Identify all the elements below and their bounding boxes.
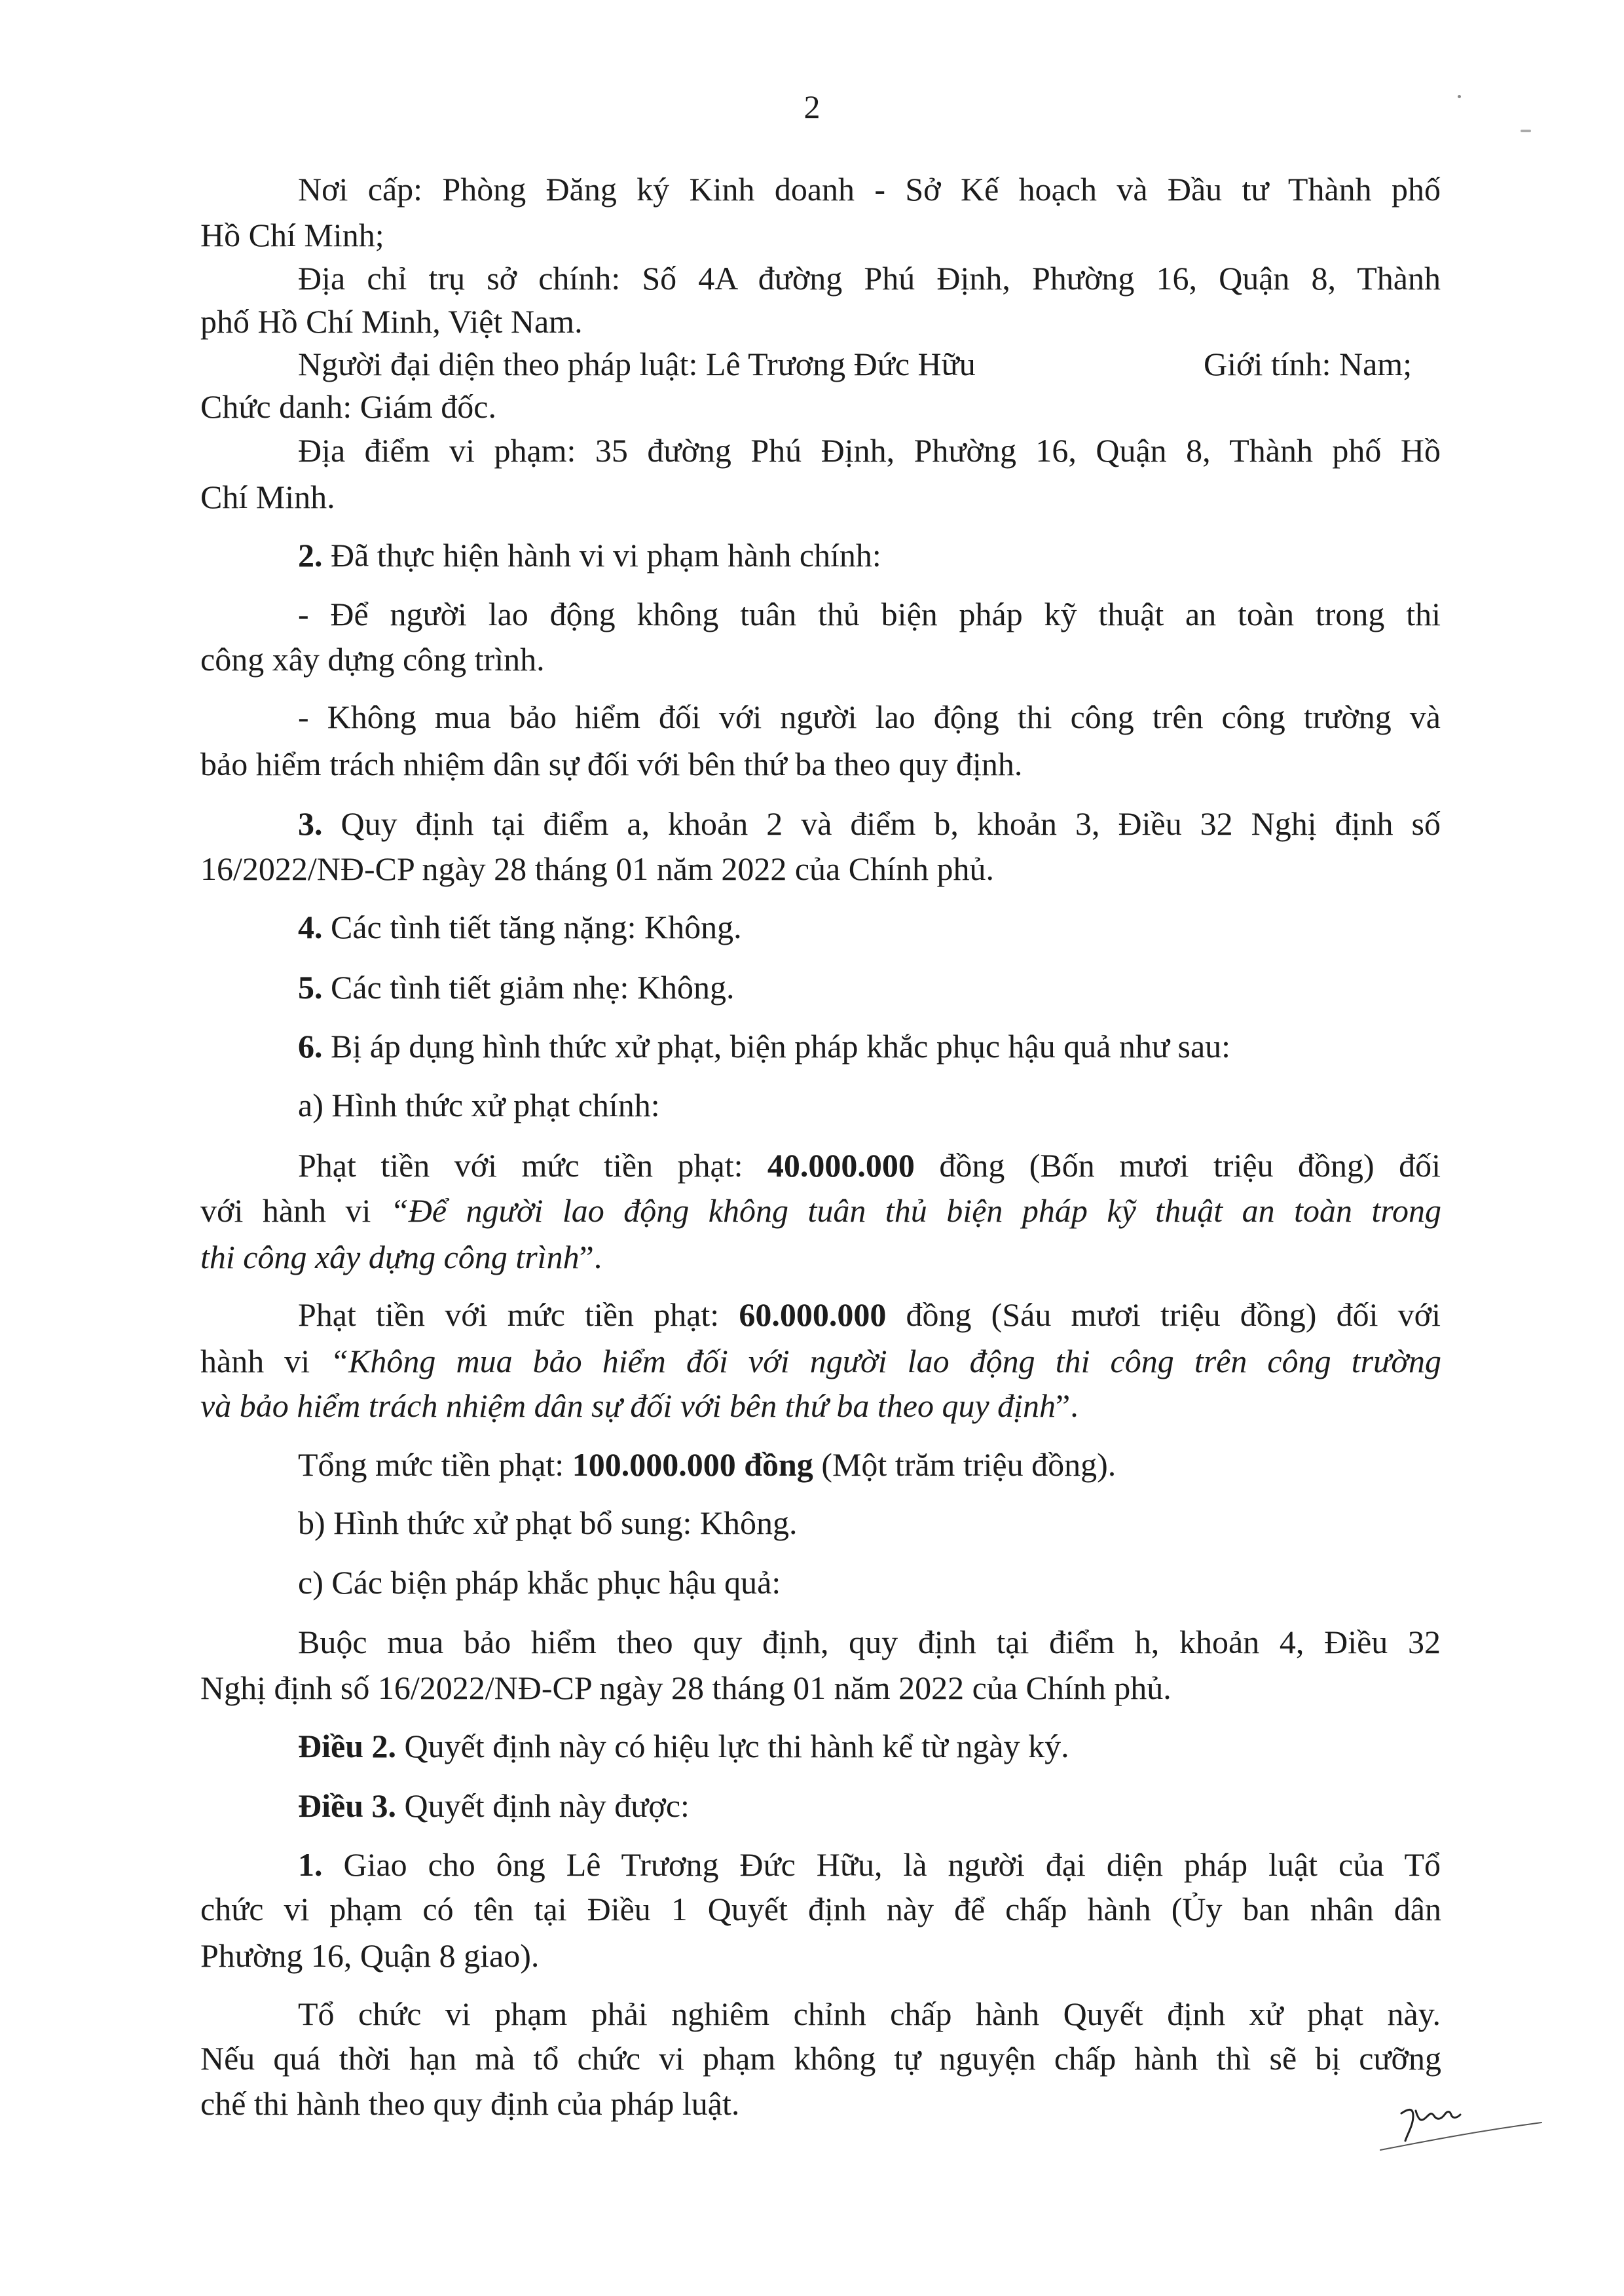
- enforcement-line: Nếu quá thời hạn mà tổ chức vi phạm không tự nguyện chấp hành thì sẽ bị cưỡng: [200, 2040, 1441, 2077]
- subsection-c: c) Các biện pháp khắc phục hậu quả:: [298, 1564, 781, 1601]
- page-number: 2: [803, 88, 821, 125]
- scan-speck: [1521, 130, 1531, 132]
- text-line: Nơi cấp: Phòng Đăng ký Kinh doanh - Sở Kế hoạch và Đầu tư Thành phố: [298, 171, 1441, 208]
- fine-2-line: Phạt tiền với mức tiền phạt: 60.000.000 đồng (Sáu mươi triệu đồng) đối với: [298, 1296, 1441, 1333]
- violation-2-line: - Không mua bảo hiểm đối với người lao động thi công trên công trường và: [298, 699, 1441, 735]
- violation-1-line: công xây dựng công trình.: [200, 641, 545, 678]
- text-line: 16/2022/NĐ-CP ngày 28 tháng 01 năm 2022 của Chính phủ.: [200, 850, 994, 887]
- violation-2-line: bảo hiểm trách nhiệm dân sự đối với bên thứ ba theo quy định.: [200, 746, 1023, 782]
- text-line: Địa điểm vi phạm: 35 đường Phú Định, Phường 16, Quận 8, Thành phố Hồ: [298, 432, 1441, 469]
- fine-2-line: hành vi “Không mua bảo hiểm đối với người lao động thi công trên công trường: [200, 1343, 1441, 1379]
- section-4-heading: 4. Các tình tiết tăng nặng: Không.: [298, 909, 742, 945]
- fine-1-line: thi công xây dựng công trình”.: [200, 1239, 602, 1275]
- section-2-heading: 2. Đã thực hiện hành vi vi phạm hành chính:: [298, 537, 881, 574]
- subsection-a: a) Hình thức xử phạt chính:: [298, 1087, 660, 1123]
- assignment-line: 1. Giao cho ông Lê Trương Đức Hữu, là người đại diện pháp luật của Tổ: [298, 1846, 1441, 1883]
- fine-2-line: và bảo hiểm trách nhiệm dân sự đối với bên thứ ba theo quy định”.: [200, 1387, 1079, 1424]
- fine-1-line: Phạt tiền với mức tiền phạt: 40.000.000 đồng (Bốn mươi triệu đồng) đối: [298, 1147, 1441, 1184]
- violation-1-line: - Để người lao động không tuân thủ biện pháp kỹ thuật an toàn trong thi: [298, 596, 1441, 632]
- total-fine-line: Tổng mức tiền phạt: 100.000.000 đồng (Một trăm triệu đồng).: [298, 1446, 1116, 1483]
- assignment-line: chức vi phạm có tên tại Điều 1 Quyết định này để chấp hành (Ủy ban nhân dân: [200, 1891, 1441, 1927]
- assignment-line: Phường 16, Quận 8 giao).: [200, 1937, 540, 1974]
- article-3: Điều 3. Quyết định này được:: [298, 1787, 690, 1824]
- fine-1-line: với hành vi “Để người lao động không tuân thủ biện pháp kỹ thuật an toàn trong: [200, 1192, 1441, 1229]
- article-2: Điều 2. Quyết định này có hiệu lực thi hành kể từ ngày ký.: [298, 1728, 1069, 1764]
- initial-signature: [1375, 2082, 1545, 2154]
- section-6-heading: 6. Bị áp dụng hình thức xử phạt, biện pháp khắc phục hậu quả như sau:: [298, 1028, 1231, 1065]
- subsection-b: b) Hình thức xử phạt bổ sung: Không.: [298, 1504, 798, 1541]
- section-3-heading: 3. Quy định tại điểm a, khoản 2 và điểm b, khoản 3, Điều 32 Nghị định số: [298, 805, 1441, 842]
- representative-line: Người đại diện theo pháp luật: Lê Trương Đức Hữu: [298, 346, 976, 382]
- remedy-line: Buộc mua bảo hiểm theo quy định, quy định tại điểm h, khoản 4, Điều 32: [298, 1624, 1441, 1660]
- enforcement-line: Tổ chức vi phạm phải nghiêm chỉnh chấp hành Quyết định xử phạt này.: [298, 1995, 1441, 2032]
- enforcement-line: chế thi hành theo quy định của pháp luật.: [200, 2085, 740, 2122]
- scan-speck: [1458, 95, 1461, 98]
- text-line: Địa chỉ trụ sở chính: Số 4A đường Phú Định, Phường 16, Quận 8, Thành: [298, 260, 1441, 297]
- text-line: phố Hồ Chí Minh, Việt Nam.: [200, 303, 583, 340]
- text-line: Chí Minh.: [200, 479, 335, 515]
- gender-line: Giới tính: Nam;: [1204, 346, 1412, 382]
- text-line: Chức danh: Giám đốc.: [200, 388, 497, 425]
- section-5-heading: 5. Các tình tiết giảm nhẹ: Không.: [298, 969, 735, 1006]
- text-line: Hồ Chí Minh;: [200, 217, 384, 253]
- remedy-line: Nghị định số 16/2022/NĐ-CP ngày 28 tháng 01 năm 2022 của Chính phủ.: [200, 1669, 1172, 1706]
